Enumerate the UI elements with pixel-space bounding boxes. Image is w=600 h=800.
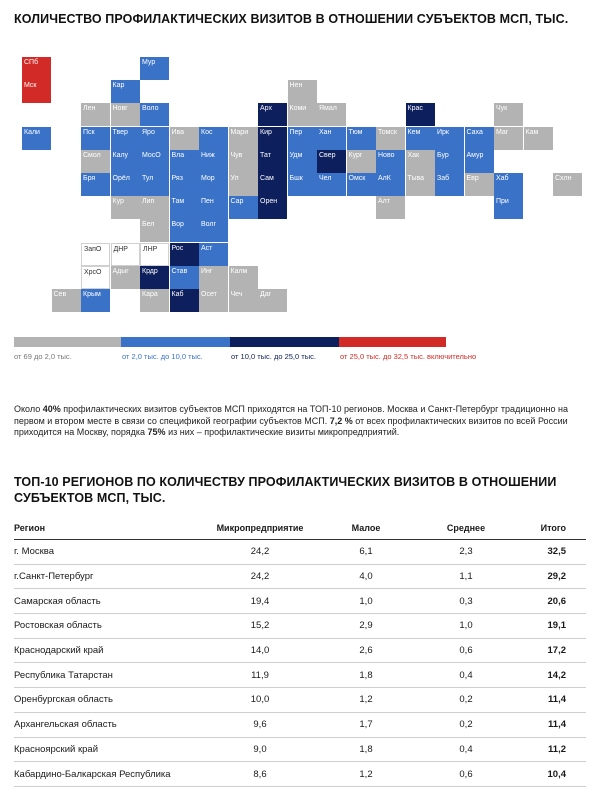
cell-region: г.Санкт-Петербург — [14, 564, 204, 589]
region-tile: Став — [170, 266, 199, 289]
region-tile: Омск — [347, 173, 376, 196]
region-tile: Кем — [406, 127, 435, 150]
region-tile: Пер — [288, 127, 317, 150]
cell-small: 1,2 — [316, 688, 416, 713]
cell-total: 11,4 — [516, 712, 586, 737]
region-tile: Хан — [317, 127, 346, 150]
tile-map — [0, 0, 600, 330]
region-tile: Чел — [317, 173, 346, 196]
table-row — [14, 663, 586, 688]
region-tile: Ряз — [170, 173, 199, 196]
region-tile: Евр — [465, 173, 494, 196]
cell-total: 14,2 — [516, 663, 586, 688]
region-tile: Томск — [376, 127, 405, 150]
cell-medium: 0,4 — [416, 663, 516, 688]
region-tile: Бур — [435, 150, 464, 173]
region-tile: Даг — [258, 289, 287, 312]
legend-bar-gray — [14, 337, 121, 347]
region-tile: Пск — [81, 127, 110, 150]
region-tile: При — [494, 196, 523, 219]
cell-micro: 9,6 — [204, 712, 316, 737]
cell-small: 1,7 — [316, 712, 416, 737]
cell-medium: 0,3 — [416, 589, 516, 614]
region-tile: ХрсО — [81, 266, 110, 289]
summary-paragraph: Около 40% профилактических визитов субъектов МСП приходятся на ТОП-10 регионов. Москва и Санкт-Петербург традиционно на первом и втором месте в связи со спецификой географии субъектов МСП. 7,2 % от всех профилактических визитов по всей России приходится на Москву, порядка 75% из них – профилактические визиты микропредприятий. — [14, 404, 568, 437]
region-tile: Лен — [81, 103, 110, 126]
table-row — [14, 540, 586, 565]
region-tile: Новг — [111, 103, 140, 126]
region-tile: Кара — [140, 289, 169, 312]
cell-small: 2,6 — [316, 638, 416, 663]
region-tile: Мск — [22, 80, 51, 103]
table-row — [14, 564, 586, 589]
header-small: Малое — [316, 517, 416, 540]
region-tile: СПб — [22, 57, 51, 80]
region-tile: Маг — [494, 127, 523, 150]
cell-total: 17,2 — [516, 638, 586, 663]
region-tile: Арх — [258, 103, 287, 126]
header-region: Регион — [14, 517, 204, 540]
header-total: Итого — [516, 517, 586, 540]
region-tile: Воло — [140, 103, 169, 126]
cell-region: Архангельская область — [14, 712, 204, 737]
region-tile: Аст — [199, 243, 228, 266]
region-tile: Удм — [288, 150, 317, 173]
cell-total: 19,1 — [516, 614, 586, 639]
table-row — [14, 712, 586, 737]
region-tile: Чув — [229, 150, 258, 173]
cell-micro: 15,2 — [204, 614, 316, 639]
cell-region: Кабардино-Балкарская Республика — [14, 762, 204, 787]
region-tile: Вор — [170, 219, 199, 242]
legend-bar-blue — [121, 337, 230, 347]
cell-medium: 0,4 — [416, 737, 516, 762]
cell-medium: 0,6 — [416, 638, 516, 663]
region-tile: Тыва — [406, 173, 435, 196]
region-tile: Лип — [140, 196, 169, 219]
cell-small: 1,0 — [316, 589, 416, 614]
region-tile: Калм — [229, 266, 258, 289]
region-tile: Осет — [199, 289, 228, 312]
region-tile: ЗапО — [81, 243, 110, 266]
cell-total: 11,2 — [516, 737, 586, 762]
cell-medium: 1,1 — [416, 564, 516, 589]
region-tile: Амур — [465, 150, 494, 173]
cell-medium: 0,6 — [416, 762, 516, 787]
region-tile: Кар — [111, 80, 140, 103]
cell-small: 6,1 — [316, 540, 416, 565]
region-tile: Мор — [199, 173, 228, 196]
region-tile: Кам — [524, 127, 553, 150]
cell-total: 11,4 — [516, 688, 586, 713]
region-tile: Коми — [288, 103, 317, 126]
region-tile: Чук — [494, 103, 523, 126]
cell-medium: 2,3 — [416, 540, 516, 565]
region-tile: Рос — [170, 243, 199, 266]
cell-region: Республика Татарстан — [14, 663, 204, 688]
region-tile: Сар — [229, 196, 258, 219]
legend-bar-navy — [230, 337, 339, 347]
cell-region: г. Москва — [14, 540, 204, 565]
header-medium: Среднее — [416, 517, 516, 540]
cell-small: 1,8 — [316, 737, 416, 762]
region-tile: Кос — [199, 127, 228, 150]
cell-region: Ростовская область — [14, 614, 204, 639]
region-tile: Каб — [170, 289, 199, 312]
region-tile: Нен — [288, 80, 317, 103]
legend-label-blue: от 2,0 тыс. до 10,0 тыс. — [122, 352, 203, 361]
region-tile: Тюм — [347, 127, 376, 150]
region-tile: Бря — [81, 173, 110, 196]
region-tile: Там — [170, 196, 199, 219]
legend-label-red: от 25,0 тыс. до 32,5 тыс. включительно — [340, 352, 477, 361]
cell-small: 1,8 — [316, 663, 416, 688]
region-tile: Крас — [406, 103, 435, 126]
region-tile: МосО — [140, 150, 169, 173]
map-title: КОЛИЧЕСТВО ПРОФИЛАКТИЧЕСКИХ ВИЗИТОВ В ОТНОШЕНИИ СУБЪЕКТОВ МСП, ТЫС. — [14, 12, 569, 26]
region-tile: Инг — [199, 266, 228, 289]
region-tile: ЛНР — [140, 243, 169, 266]
cell-small: 2,9 — [316, 614, 416, 639]
cell-total: 20,6 — [516, 589, 586, 614]
region-tile: Сев — [52, 289, 81, 312]
table-row — [14, 688, 586, 713]
region-tile: Твер — [111, 127, 140, 150]
region-tile: Ниж — [199, 150, 228, 173]
table-title — [14, 474, 556, 506]
region-tile: Кург — [347, 150, 376, 173]
table-row — [14, 737, 586, 762]
region-tile: Схлн — [553, 173, 582, 196]
region-tile: Тул — [140, 173, 169, 196]
table-row — [14, 762, 586, 787]
region-tile: Ирк — [435, 127, 464, 150]
cell-total: 32,5 — [516, 540, 586, 565]
cell-region: Оренбургская область — [14, 688, 204, 713]
cell-total: 10,4 — [516, 762, 586, 787]
cell-region: Краснодарский край — [14, 638, 204, 663]
region-tile: Хак — [406, 150, 435, 173]
region-tile: Сам — [258, 173, 287, 196]
cell-micro: 24,2 — [204, 564, 316, 589]
cell-micro: 8,6 — [204, 762, 316, 787]
region-tile: Ул — [229, 173, 258, 196]
cell-region: Красноярский край — [14, 737, 204, 762]
cell-medium: 0,2 — [416, 688, 516, 713]
region-tile: Адыг — [111, 266, 140, 289]
region-tile: Смол — [81, 150, 110, 173]
table-title-line1: ТОП-10 РЕГИОНОВ ПО КОЛИЧЕСТВУ ПРОФИЛАКТИЧЕСКИХ ВИЗИТОВ В ОТНОШЕНИИ — [14, 475, 557, 489]
region-tile: Ива — [170, 127, 199, 150]
region-tile: Хаб — [494, 173, 523, 196]
top10-table — [14, 517, 586, 787]
cell-medium: 1,0 — [416, 614, 516, 639]
header-micro: Микропредприятие — [204, 517, 316, 540]
region-tile: Кали — [22, 127, 51, 150]
cell-region: Самарская область — [14, 589, 204, 614]
region-tile: Кур — [111, 196, 140, 219]
region-tile: Ямал — [317, 103, 346, 126]
cell-total: 29,2 — [516, 564, 586, 589]
cell-micro: 24,2 — [204, 540, 316, 565]
legend-label-navy: от 10,0 тыс. до 25,0 тыс. — [231, 352, 316, 361]
table-row — [14, 614, 586, 639]
region-tile: Кир — [258, 127, 287, 150]
region-tile: Свер — [317, 150, 346, 173]
region-tile: Мари — [229, 127, 258, 150]
region-tile: Ново — [376, 150, 405, 173]
legend-bar-red — [339, 337, 446, 347]
region-tile: Орен — [258, 196, 287, 219]
legend-label-gray: от 69 до 2,0 тыс. — [14, 352, 72, 361]
cell-small: 4,0 — [316, 564, 416, 589]
region-tile: Тат — [258, 150, 287, 173]
region-tile: Яро — [140, 127, 169, 150]
cell-micro: 19,4 — [204, 589, 316, 614]
cell-micro: 10,0 — [204, 688, 316, 713]
region-tile: Вла — [170, 150, 199, 173]
table-title-line2: СУБЪЕКТОВ МСП, ТЫС. — [14, 491, 166, 505]
region-tile: ДНР — [111, 243, 140, 266]
cell-micro: 9,0 — [204, 737, 316, 762]
cell-micro: 11,9 — [204, 663, 316, 688]
table-header-row — [14, 517, 586, 540]
region-tile: Алт — [376, 196, 405, 219]
region-tile: Орёл — [111, 173, 140, 196]
region-tile: АлК — [376, 173, 405, 196]
cell-medium: 0,2 — [416, 712, 516, 737]
region-tile: Бел — [140, 219, 169, 242]
region-tile: Заб — [435, 173, 464, 196]
region-tile: Мур — [140, 57, 169, 80]
region-tile: Пен — [199, 196, 228, 219]
region-tile: Калу — [111, 150, 140, 173]
cell-small: 1,2 — [316, 762, 416, 787]
table-row — [14, 638, 586, 663]
region-tile: Саха — [465, 127, 494, 150]
cell-micro: 14,0 — [204, 638, 316, 663]
region-tile: Бшк — [288, 173, 317, 196]
region-tile: Крдр — [140, 266, 169, 289]
region-tile: Крым — [81, 289, 110, 312]
region-tile: Чеч — [229, 289, 258, 312]
table-row — [14, 589, 586, 614]
region-tile: Волг — [199, 219, 228, 242]
